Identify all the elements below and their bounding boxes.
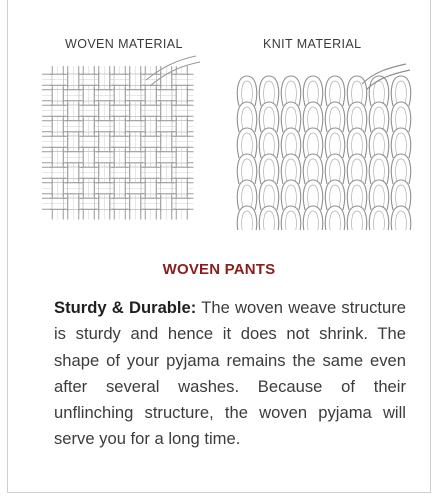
woven-material-illustration [36,50,206,240]
knit-material-label: KNIT MATERIAL [263,37,362,51]
woven-material-label: WOVEN MATERIAL [65,37,183,51]
knit-material-illustration [222,60,422,230]
description-lead: Sturdy & Durable: [54,298,197,317]
section-heading: WOVEN PANTS [162,261,276,278]
description-text: The woven weave structure is sturdy and hence it does not shrink. The shape of your pyjama remains the same even after several washes. Because of their unflinching structure, the woven pyjama will serve you for a long time. [54,298,406,449]
description-paragraph [54,295,406,453]
